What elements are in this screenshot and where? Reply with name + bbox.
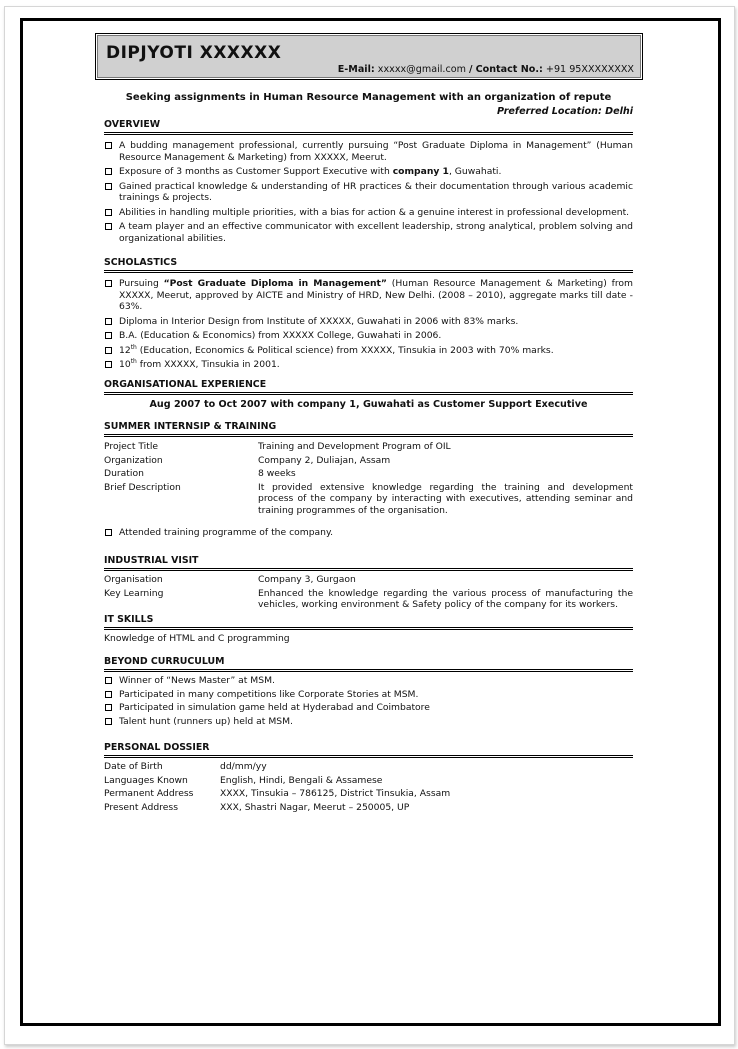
square-bullet-icon [105, 704, 112, 711]
list-item-text: Participated in simulation game held at Hyderabad and Coimbatore [119, 702, 430, 713]
list-item [104, 181, 633, 204]
detail-value: 8 weeks [258, 468, 296, 479]
detail-row [104, 455, 633, 468]
section-title-it-skills: IT SKILLS [104, 614, 633, 630]
contact-line [338, 64, 634, 75]
section-title-internship: SUMMER INTERNSIP & TRAINING [104, 421, 633, 437]
detail-row [104, 574, 633, 587]
contact-label: Contact No.: [475, 64, 543, 75]
internship-details [104, 441, 633, 516]
list-item [104, 527, 633, 539]
beyond-list [104, 675, 633, 729]
detail-label: Duration [104, 468, 144, 479]
detail-row [104, 468, 633, 481]
grade-number: 10 [119, 359, 131, 370]
grade-suffix: th [130, 357, 137, 365]
detail-row [104, 441, 633, 454]
square-bullet-icon [105, 318, 112, 325]
list-item-text: A budding management professional, currently pursuing “Post Graduate Diploma in Management” (Human Resource Management & Marketing) from XXXXX, Meerut. [119, 140, 633, 163]
list-item [104, 330, 633, 342]
detail-value: dd/mm/yy [220, 761, 267, 772]
square-bullet-icon [105, 280, 112, 287]
section-title-overview: OVERVIEW [104, 119, 633, 135]
header-panel [97, 35, 641, 78]
square-bullet-icon [105, 361, 112, 368]
resume-header [95, 33, 643, 80]
list-item-text: Diploma in Interior Design from Institute of XXXXX, Guwahati in 2006 with 83% marks. [119, 315, 519, 327]
list-item [104, 359, 633, 371]
scholastics-list [104, 278, 633, 374]
detail-value: Enhanced the knowledge regarding the various process of manufacturing the vehicles, working environment & Safety policy of the company for its workers. [258, 587, 633, 610]
section-title-scholastics: SCHOLASTICS [104, 257, 633, 273]
detail-value: Training and Development Program of OIL [258, 441, 451, 452]
list-item [104, 140, 633, 163]
detail-row [104, 775, 633, 788]
detail-row [104, 588, 633, 611]
detail-row [104, 761, 633, 774]
section-title-experience: ORGANISATIONAL EXPERIENCE [104, 379, 633, 395]
list-item-text: , Guwahati. [448, 166, 502, 177]
square-bullet-icon [105, 529, 112, 536]
email-label: E-Mail: [337, 64, 375, 75]
list-item-text: Attended training programme of the company. [119, 527, 334, 538]
detail-row [104, 802, 633, 815]
list-item-text: (Human Resource Management & Marketing) from XXXXX, Meerut, approved by AICTE and Ministry of HRD, New Delhi. (2008 – 2010), aggregate marks till date - 63%. [119, 278, 633, 312]
list-item-text: Participated in many competitions like Corporate Stories at MSM. [119, 688, 419, 700]
list-item [104, 716, 633, 728]
list-item [104, 675, 633, 687]
square-bullet-icon [105, 183, 112, 190]
list-item-text: Pursuing [119, 278, 164, 289]
list-item-text: Talent hunt (runners up) held at MSM. [119, 715, 293, 727]
experience-line: Aug 2007 to Oct 2007 with company 1, Guwahati as Customer Support Executive [149, 399, 588, 410]
list-item-text: from XXXXX, Tinsukia in 2001. [136, 359, 280, 370]
grade-number: 12 [119, 344, 131, 356]
internship-bullets [104, 527, 633, 542]
detail-label: Date of Birth [104, 761, 163, 772]
square-bullet-icon [105, 142, 112, 149]
detail-label: Present Address [104, 801, 178, 813]
detail-label: Brief Description [104, 481, 181, 493]
list-item [104, 278, 633, 313]
list-item-text: (Education, Economics & Political science) from XXXXX, Tinsukia in 2003 with 70% marks. [136, 344, 554, 356]
detail-label: Organisation [104, 574, 163, 585]
list-item [104, 345, 633, 357]
list-item-text: B.A. (Education & Economics) from XXXXX College, Guwahati in 2006. [119, 330, 442, 341]
section-title-personal: PERSONAL DOSSIER [104, 742, 633, 758]
square-bullet-icon [105, 691, 112, 698]
list-item-bold: “Post Graduate Diploma in Management” [163, 278, 387, 289]
square-bullet-icon [105, 168, 112, 175]
candidate-name: DIPJYOTI XXXXXX [106, 43, 282, 63]
list-item-text: Exposure of 3 months as Customer Support Executive with [119, 166, 393, 177]
section-title-industrial: INDUSTRIAL VISIT [104, 555, 633, 571]
contact-separator: / [469, 64, 473, 75]
contact-value: +91 95XXXXXXXX [545, 64, 634, 75]
list-item-text: Winner of “News Master” at MSM. [119, 675, 275, 686]
industrial-details [104, 574, 633, 611]
square-bullet-icon [105, 677, 112, 684]
list-item-text: Abilities in handling multiple priorities, with a bias for action & a genuine interest in professional development. [119, 206, 630, 218]
detail-value: It provided extensive knowledge regarding the training and development process of the company by interacting with executives, attending seminar and training programmes of the organisation. [258, 481, 633, 516]
personal-details [104, 761, 633, 814]
list-item [104, 207, 633, 219]
email-value: xxxxx@gmail.com [377, 64, 466, 75]
detail-value: Company 2, Duliajan, Assam [258, 454, 391, 466]
list-item [104, 689, 633, 701]
overview-list [104, 140, 633, 247]
list-item [104, 221, 633, 244]
detail-label: Key Learning [104, 587, 164, 599]
square-bullet-icon [105, 209, 112, 216]
objective: Seeking assignments in Human Resource Management with an organization of repute [125, 92, 612, 103]
detail-label: Languages Known [104, 774, 188, 786]
list-item [104, 702, 633, 714]
list-item-text: Gained practical knowledge & understanding of HR practices & their documentation through various academic trainings & projects. [119, 180, 633, 203]
detail-label: Project Title [104, 441, 159, 452]
detail-value: XXX, Shastri Nagar, Meerut – 250005, UP [220, 801, 410, 813]
square-bullet-icon [105, 223, 112, 230]
detail-value: Company 3, Gurgaon [258, 574, 356, 585]
square-bullet-icon [105, 332, 112, 339]
preferred-location: Preferred Location: Delhi [496, 106, 633, 117]
list-item [104, 166, 633, 178]
detail-row [104, 788, 633, 801]
section-title-beyond: BEYOND CURRUCULUM [104, 656, 633, 672]
detail-row [104, 482, 633, 517]
square-bullet-icon [105, 347, 112, 354]
detail-label: Organization [104, 454, 163, 466]
list-item-bold: company 1 [392, 166, 449, 177]
it-skills-text: Knowledge of HTML and C programming [104, 633, 290, 644]
list-item [104, 316, 633, 328]
detail-value: English, Hindi, Bengali & Assamese [220, 774, 383, 786]
square-bullet-icon [105, 718, 112, 725]
grade-suffix: th [130, 343, 137, 351]
list-item-text: A team player and an effective communicator with excellent leadership, strong analytical, problem solving and organizational abilities. [119, 221, 633, 244]
detail-label: Permanent Address [104, 788, 194, 799]
detail-value: XXXX, Tinsukia – 786125, District Tinsukia, Assam [220, 788, 451, 799]
